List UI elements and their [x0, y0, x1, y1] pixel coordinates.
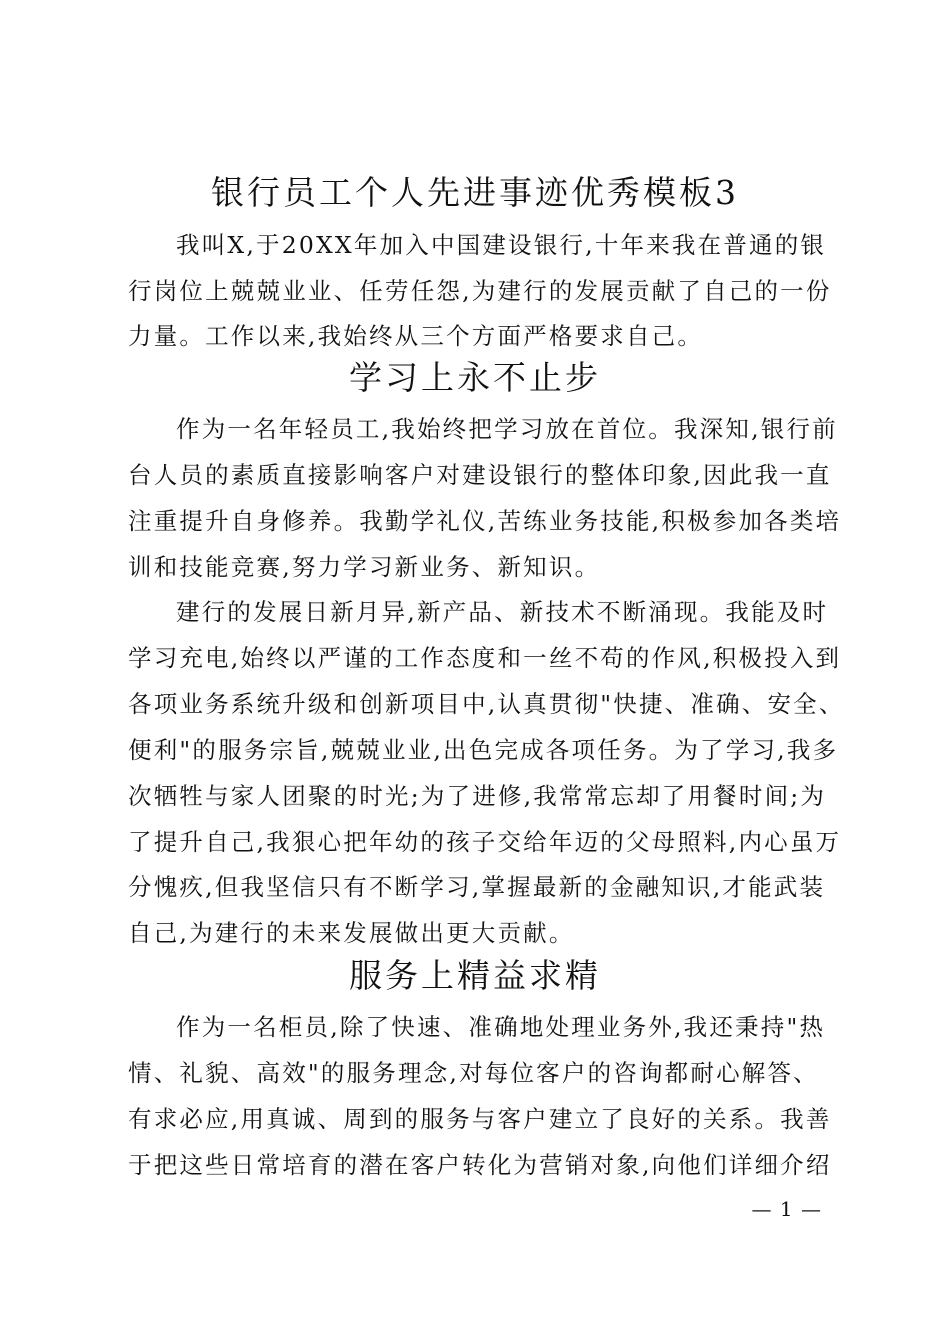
page-number: — 1 — [751, 1197, 822, 1221]
paragraph-line: 各项业务系统升级和创新项目中,认真贯彻"快捷、准确、安全、 [128, 690, 845, 718]
paragraph-line: 有求必应,用真诚、周到的服务与客户建立了良好的关系。我善 [128, 1105, 832, 1133]
paragraph-line: 次牺牲与家人团聚的时光;为了进修,我常常忘却了用餐时间;为 [128, 782, 827, 810]
paragraph-line: 台人员的素质直接影响客户对建设银行的整体印象,因此我一直 [128, 461, 832, 489]
paragraph-line: 于把这些日常培育的潜在客户转化为营销对象,向他们详细介绍 [128, 1151, 832, 1179]
section-heading-study: 学习上永不止步 [349, 358, 601, 397]
section-heading-service: 服务上精益求精 [349, 956, 601, 995]
paragraph-line: 分愧疚,但我坚信只有不断学习,掌握最新的金融知识,才能武装 [128, 873, 826, 901]
intro-line: 我叫X,于20XX年加入中国建设银行,十年来我在普通的银 [176, 231, 827, 259]
paragraph-line: 情、礼貌、高效"的服务理念,对每位客户的咨询都耐心解答、 [128, 1059, 819, 1087]
paragraph-line: 自己,为建行的未来发展做出更大贡献。 [128, 919, 575, 947]
paragraph-line: 注重提升自身修养。我勤学礼仪,苦练业务技能,积极参加各类培 [128, 507, 842, 535]
paragraph-line: 作为一名年轻员工,我始终把学习放在首位。我深知,银行前 [176, 415, 838, 443]
paragraph-line: 训和技能竞赛,努力学习新业务、新知识。 [128, 553, 601, 581]
paragraph-line: 了提升自己,我狠心把年幼的孩子交给年迈的父母照料,内心虽万 [128, 828, 842, 856]
paragraph-line: 学习充电,始终以严谨的工作态度和一丝不苟的作风,积极投入到 [128, 644, 842, 672]
paragraph-line: 建行的发展日新月异,新产品、新技术不断涌现。我能及时 [176, 598, 829, 626]
intro-line: 行岗位上兢兢业业、任劳任怨,为建行的发展贡献了自己的一份 [128, 277, 832, 305]
intro-line: 力量。工作以来,我始终从三个方面严格要求自己。 [128, 322, 704, 350]
document-title: 银行员工个人先进事迹优秀模板3 [211, 173, 739, 212]
paragraph-line: 作为一名柜员,除了快速、准确地处理业务外,我还秉持"热 [176, 1013, 826, 1041]
paragraph-line: 便利"的服务宗旨,兢兢业业,出色完成各项任务。为了学习,我多 [128, 736, 839, 764]
